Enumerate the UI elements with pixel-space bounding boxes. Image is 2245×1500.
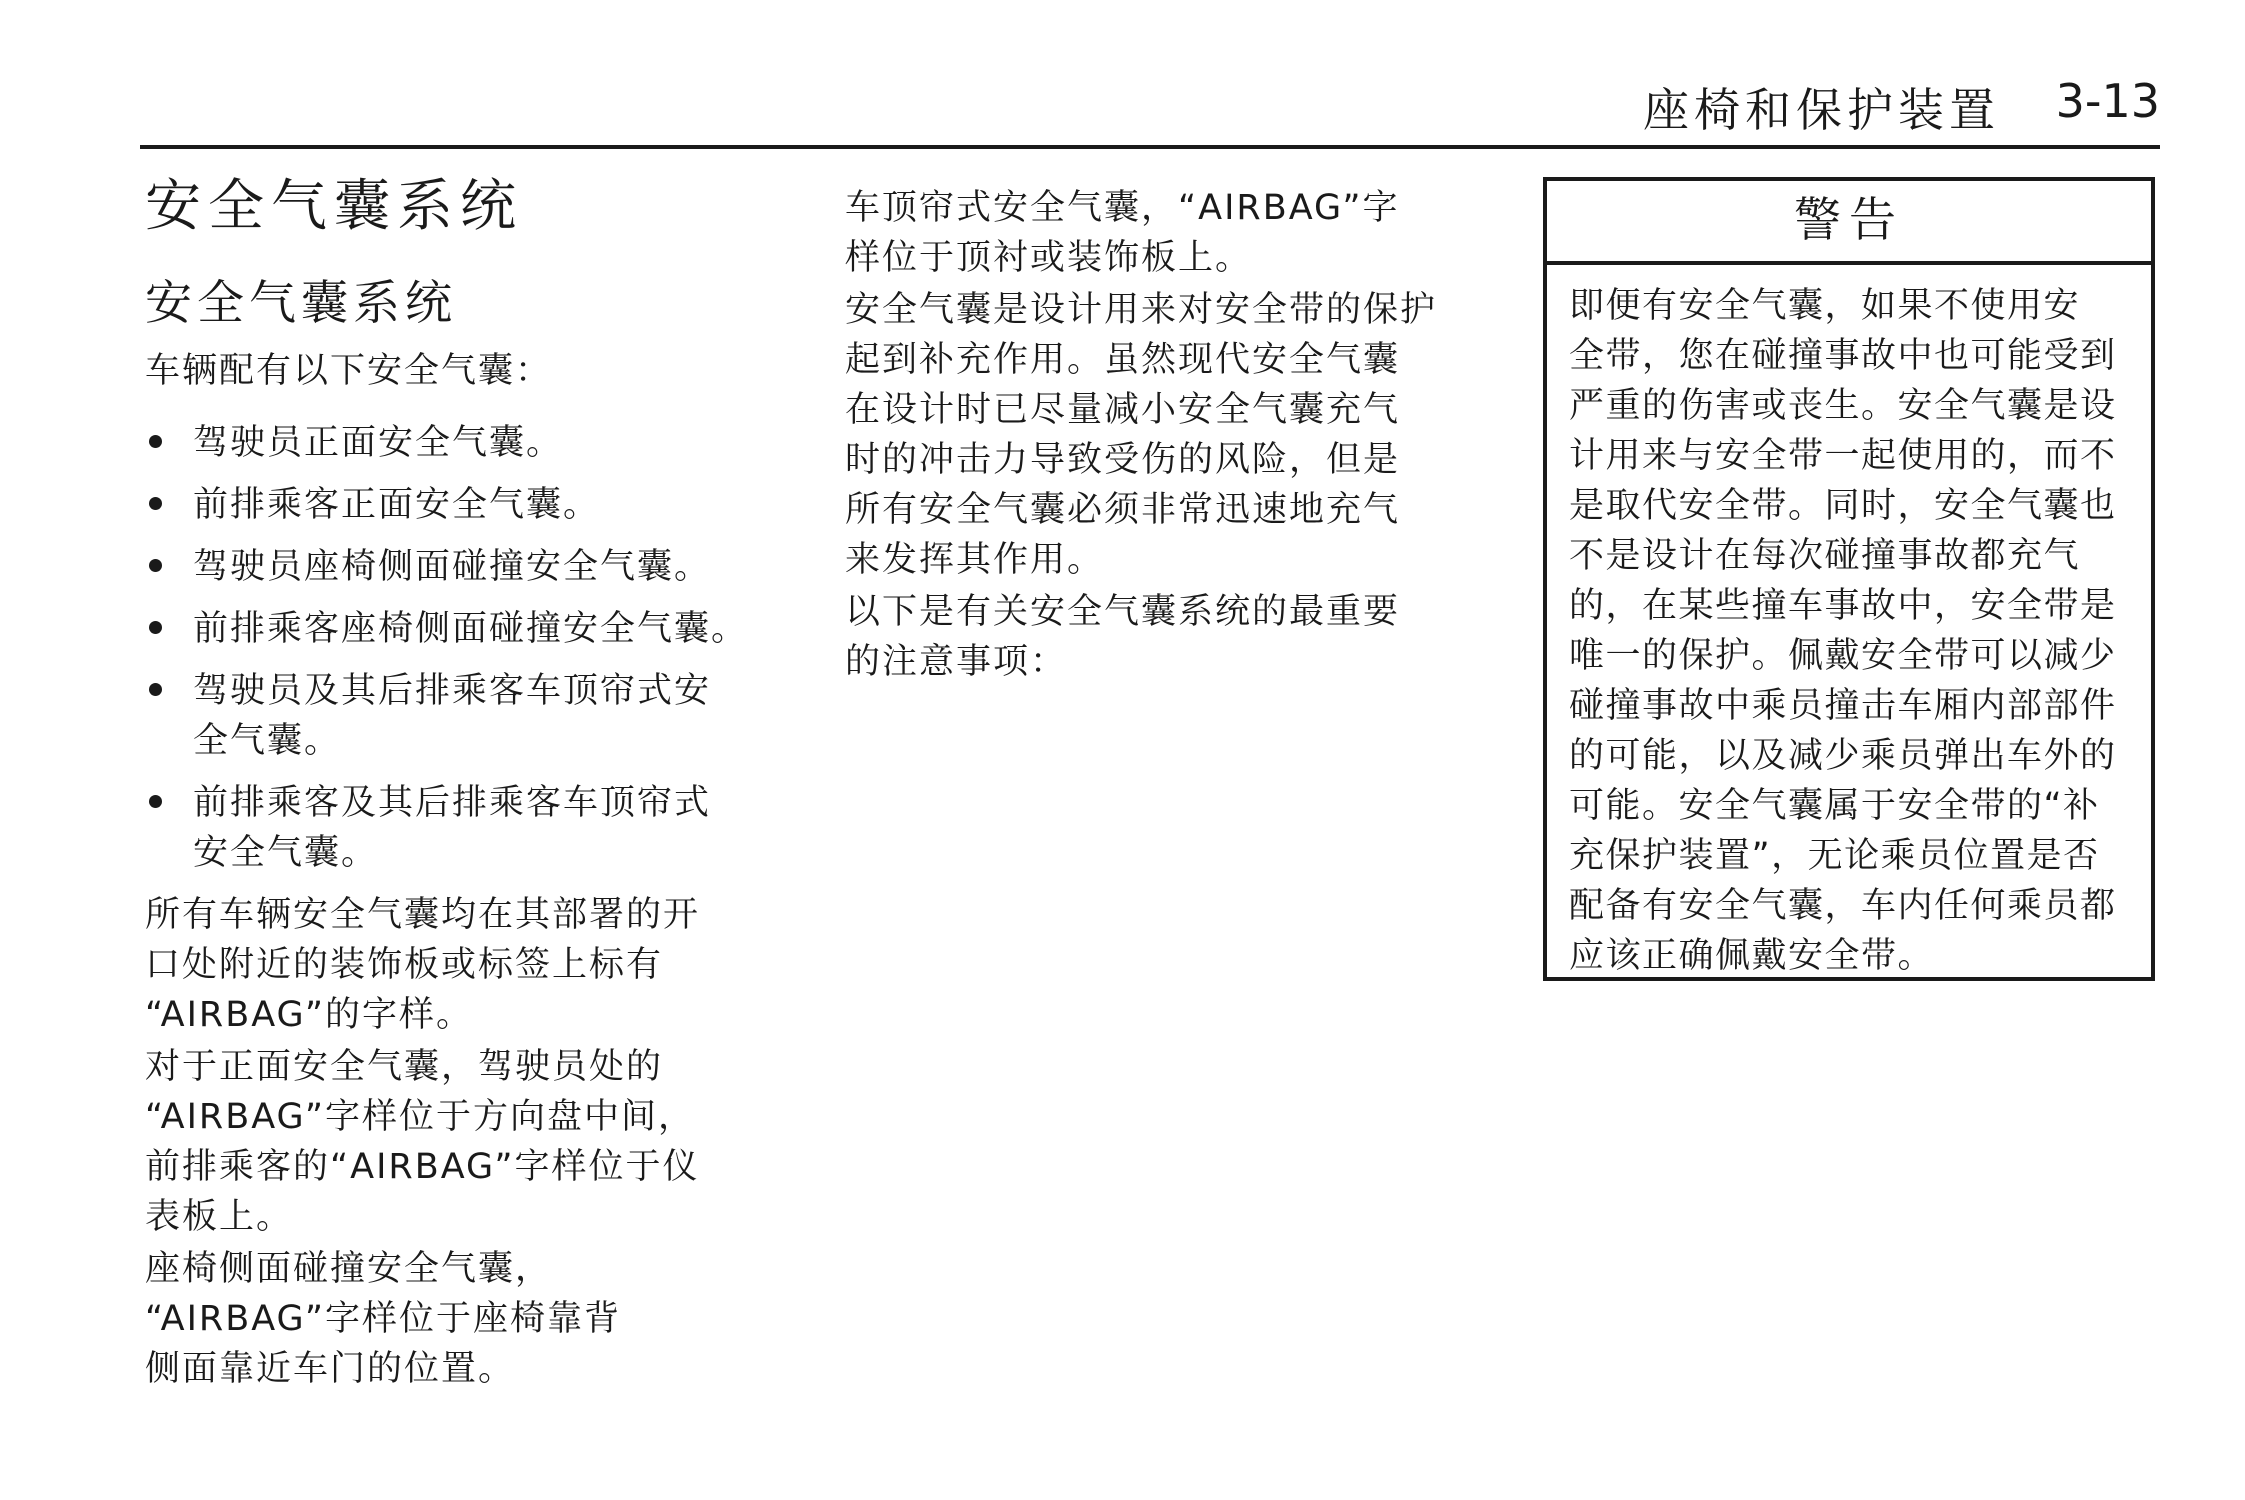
warning-title: 警告: [1547, 181, 2151, 265]
page-number: 3-13: [2055, 74, 2160, 128]
paragraph-important-notes: 以下是有关安全气囊系统的最重要 的注意事项：: [845, 592, 1401, 682]
list-item: 前排乘客座椅侧面碰撞安全气囊。: [145, 604, 765, 654]
section-heading: 安全气囊系统: [145, 174, 523, 239]
bullet-icon: [149, 497, 162, 510]
bullet-icon: [149, 435, 162, 448]
middle-column: [845, 183, 1485, 689]
paragraph-frontal-airbag: 对于正面安全气囊，驾驶员处的 “AIRBAG”字样位于方向盘中间， 前排乘客的“AIRBAG”字样位于仪 表板上。: [145, 1047, 700, 1237]
airbag-list: [145, 418, 765, 878]
subsection-heading: 安全气囊系统: [145, 276, 457, 331]
header-divider: [140, 145, 2160, 149]
warning-box: [1543, 177, 2155, 981]
bullet-icon: [149, 683, 162, 696]
page-header: [140, 72, 2160, 142]
list-item: 前排乘客及其后排乘客车顶帘式 安全气囊。: [145, 778, 765, 878]
paragraph-curtain-airbag: 车顶帘式安全气囊，“AIRBAG”字 样位于顶衬或装饰板上。: [845, 188, 1400, 278]
bullet-icon: [149, 795, 162, 808]
list-item: 驾驶员及其后排乘客车顶帘式安 全气囊。: [145, 666, 765, 766]
paragraph-side-airbag: 座椅侧面碰撞安全气囊， “AIRBAG”字样位于座椅靠背 侧面靠近车门的位置。: [145, 1249, 622, 1389]
list-item: 驾驶员座椅侧面碰撞安全气囊。: [145, 542, 765, 592]
intro-text: 车辆配有以下安全气囊：: [145, 351, 553, 391]
list-item: 前排乘客正面安全气囊。: [145, 480, 765, 530]
paragraph-airbag-purpose: 安全气囊是设计用来对安全带的保护 起到补充作用。虽然现代安全气囊 在设计时已尽量减小安全气囊充气 时的冲击力导致受伤的风险，但是 所有安全气囊必须非常迅速地充气 来发挥其作用。: [845, 290, 1438, 580]
warning-text: 即便有安全气囊，如果不使用安 全带，您在碰撞事故中也可能受到 严重的伤害或丧生。安全气囊是设 计用来与安全带一起使用的，而不 是取代安全带。同时，安全气囊也 不是设计在每次碰撞事故都充气 的，在某些撞车事故中，安全带是 唯一的保护。佩戴安全带可以减少 碰撞事故中乘员撞击车厢内部部件 的可能，以及减少乘员弹出车外的 可能。安全气囊属于安全带的“补 充保护装置”，无论乘员位置是否 配备有安全气囊，车内任何乘员都 应该正确佩戴安全带。: [1569, 286, 2117, 976]
bullet-icon: [149, 621, 162, 634]
bullet-icon: [149, 559, 162, 572]
paragraph-airbag-label: 所有车辆安全气囊均在其部署的开 口处附近的装饰板或标签上标有 “AIRBAG”的字样。: [145, 895, 701, 1035]
left-column: [145, 172, 765, 1396]
list-item: 驾驶员正面安全气囊。: [145, 418, 765, 468]
section-title: 座椅和保护装置: [1643, 83, 2000, 137]
